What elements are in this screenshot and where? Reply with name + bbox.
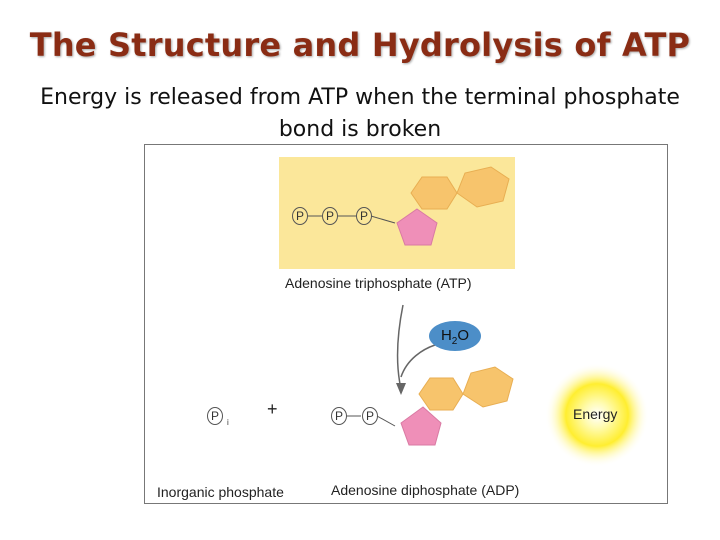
slide-subtitle: Energy is released from ATP when the terminal phosphate bond is broken: [40, 85, 680, 142]
slide-title: The Structure and Hydrolysis of ATP: [29, 26, 691, 64]
atp-phosphate-1: P: [292, 207, 308, 225]
energy-label: Energy: [573, 406, 618, 422]
adp-phosphate-1: P: [331, 407, 347, 425]
adp-ribose-pentagon-icon: [401, 407, 441, 445]
hydrolysis-arrowhead-icon: [396, 383, 406, 395]
inorganic-phosphate-label: Inorganic phosphate: [157, 484, 284, 500]
adp-adenine-rings-icon: [419, 367, 513, 410]
adp-ribose-bond: [377, 416, 395, 426]
figure-drawing: [145, 145, 669, 505]
water-molecule-bubble: [429, 321, 481, 351]
water-base: H: [440, 327, 452, 344]
adp-label: Adenosine diphosphate (ADP): [331, 482, 520, 498]
atp-phosphate-2: P: [322, 207, 338, 225]
atp-hydrolysis-figure: [144, 144, 668, 504]
inorganic-subscript: i: [227, 418, 229, 427]
water-suffix: O: [457, 327, 470, 344]
adp-phosphate-2: P: [362, 407, 378, 425]
plus-sign: +: [267, 399, 278, 419]
atp-label: Adenosine triphosphate (ATP): [285, 275, 472, 291]
water-subscript: 2: [451, 336, 458, 347]
hydrolysis-curved-arrow-icon: [398, 305, 404, 389]
water-incoming-arrow-icon: [401, 345, 435, 377]
atp-phosphate-3: P: [356, 207, 372, 225]
inorganic-phosphate: P: [207, 407, 223, 425]
